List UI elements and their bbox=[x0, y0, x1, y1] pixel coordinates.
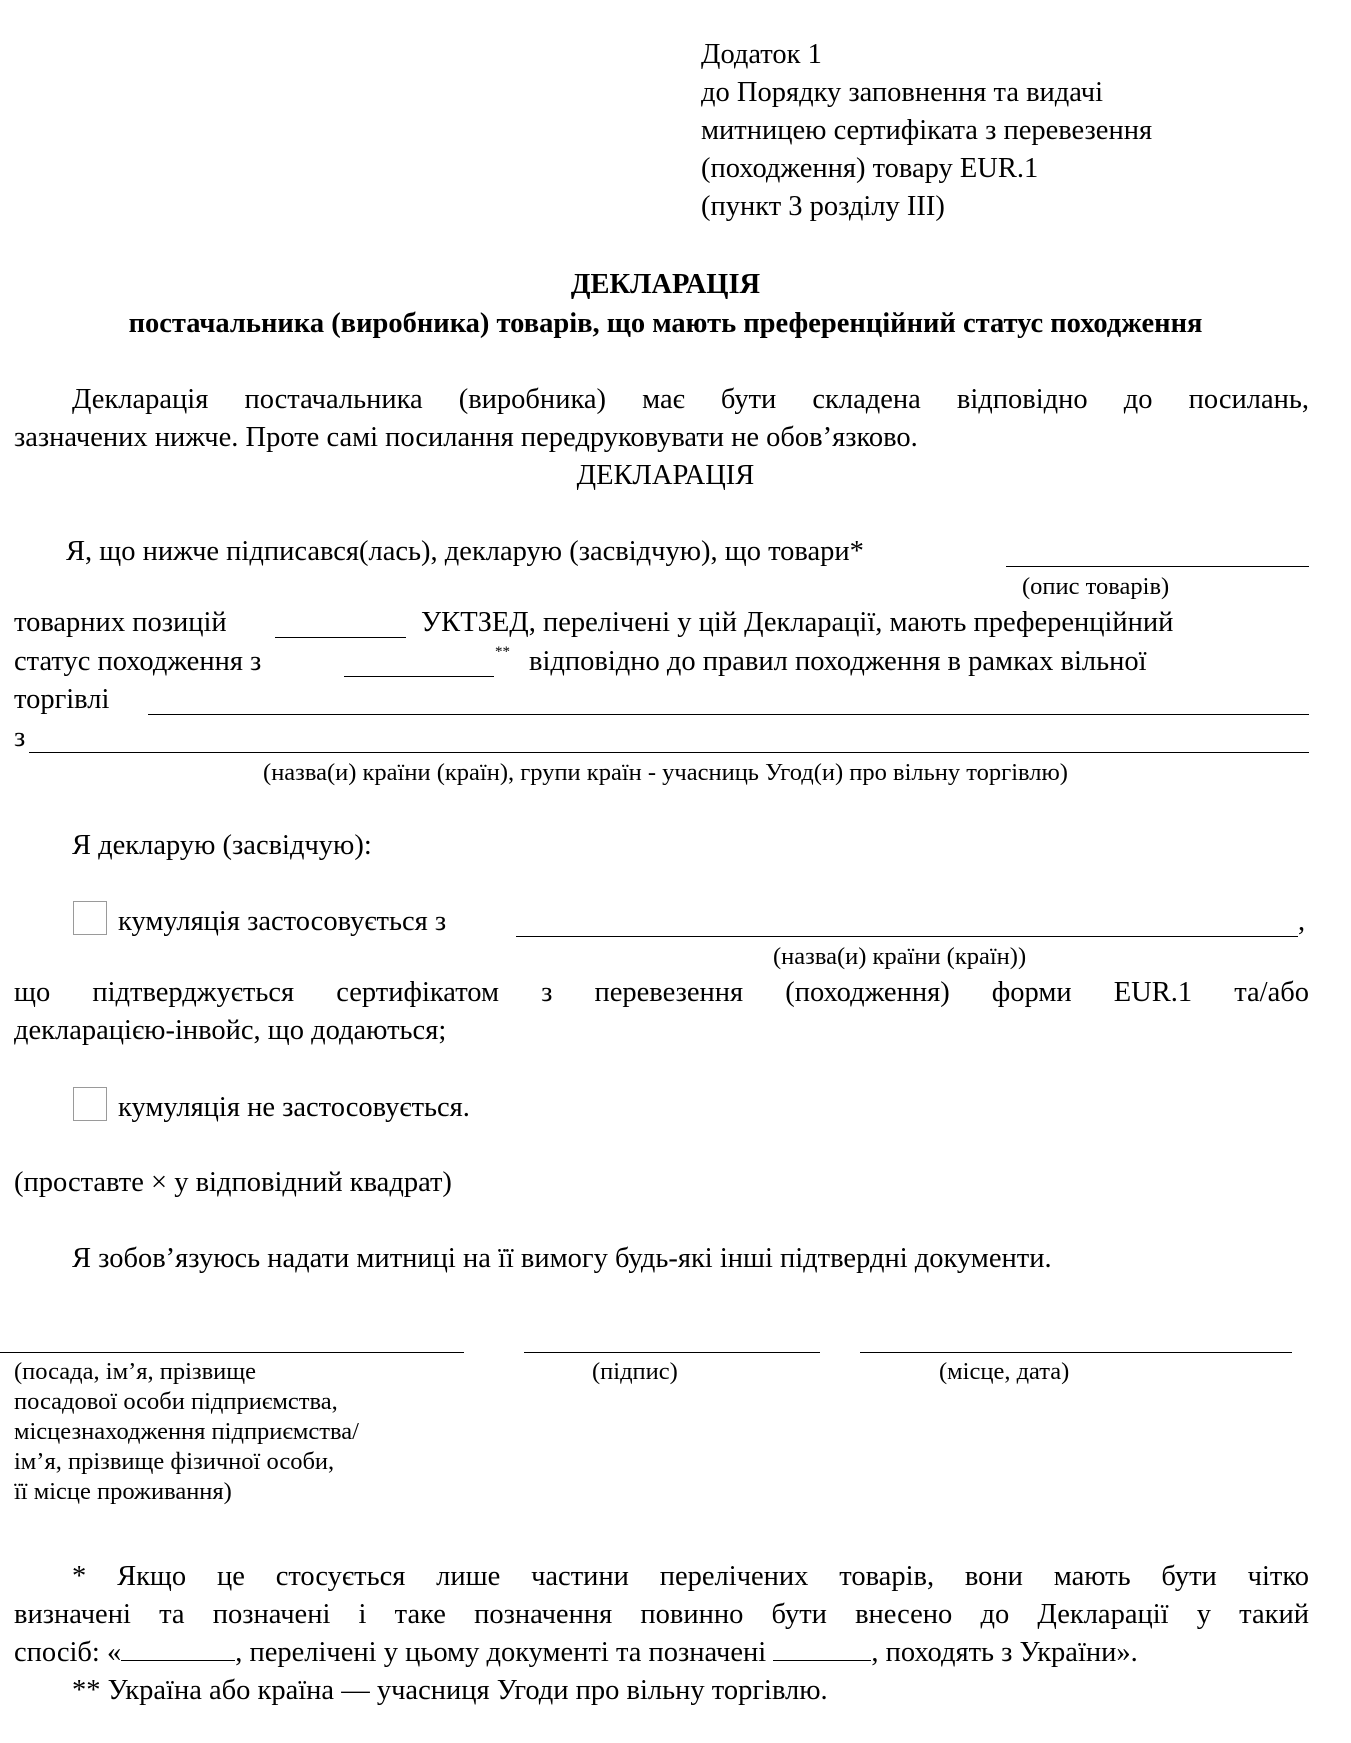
place-date-field[interactable] bbox=[860, 1352, 1292, 1353]
footnote-1-line-3-a: спосіб: « bbox=[14, 1637, 122, 1668]
annex-line-4: (походження) товару EUR.1 bbox=[701, 153, 1039, 184]
origin-country-field[interactable] bbox=[344, 676, 494, 677]
confirm-heading: Я декларую (засвідчую): bbox=[72, 830, 372, 861]
signature-field[interactable] bbox=[524, 1352, 820, 1353]
declaration-line-4: торгівлі bbox=[14, 684, 110, 715]
footnote-blank-2 bbox=[773, 1636, 871, 1661]
footnote-1-line-3-b: , перелічені у цьому документі та позначені bbox=[235, 1637, 767, 1668]
annex-line-3: митницею сертифіката з перевезення bbox=[701, 115, 1153, 146]
checkbox-instruction: (проставте × у відповідний квадрат) bbox=[14, 1167, 452, 1198]
cumulation-not-applies-checkbox[interactable] bbox=[73, 1087, 107, 1121]
cumulation-applies-checkbox[interactable] bbox=[73, 901, 107, 935]
countries-caption: (назва(и) країни (країн), групи країн - учасниць Угод(и) про вільну торгівлю) bbox=[263, 759, 1068, 786]
free-trade-field-2[interactable] bbox=[29, 752, 1309, 753]
official-details-field[interactable] bbox=[0, 1352, 464, 1353]
cumulation-not-applies-label: кумуляція не застосовується. bbox=[118, 1092, 470, 1123]
cumulation-countries-caption: (назва(и) країни (країн)) bbox=[773, 943, 1027, 970]
annex-line-2: до Порядку заповнення та видачі bbox=[701, 77, 1104, 108]
declaration-line-2-b: УКТЗЕД, перелічені у цій Декларації, мають преференційний bbox=[421, 607, 1174, 638]
goods-description-field[interactable] bbox=[1006, 566, 1309, 567]
official-caption-line-1: (посада, ім’я, прізвище bbox=[14, 1358, 257, 1385]
cumulation-countries-field[interactable] bbox=[516, 936, 1298, 937]
declaration-line-5: з bbox=[14, 722, 26, 753]
official-caption-line-2: посадової особи підприємства, bbox=[14, 1388, 338, 1415]
document-title: ДЕКЛАРАЦІЯ bbox=[570, 269, 761, 300]
free-trade-field-1[interactable] bbox=[148, 714, 1309, 715]
official-caption-line-5: її місце проживання) bbox=[14, 1478, 232, 1505]
cumulation-applies-label: кумуляція застосовується з bbox=[118, 906, 447, 937]
footnote-1-line-1: * Якщо це стосується лише частини перелічених товарів, вони мають бути чітко bbox=[72, 1561, 1309, 1592]
declaration-line-3-a: статус походження з bbox=[14, 646, 262, 677]
place-date-caption: (місце, дата) bbox=[939, 1358, 1070, 1385]
official-caption bbox=[14, 1357, 359, 1507]
declaration-line-1: Я, що нижче підписався(лась), декларую (засвідчую), що товари* bbox=[66, 536, 864, 567]
commodity-code-field[interactable] bbox=[275, 637, 406, 638]
intro-line-2: зазначених нижче. Проте самі посилання передруковувати не обов’язково. bbox=[14, 422, 918, 453]
annex-line-5: (пункт 3 розділу III) bbox=[701, 191, 945, 222]
intro-line-1: Декларація постачальника (виробника) має бути складена відповідно до посилань, bbox=[72, 384, 1309, 415]
footnote-2: ** Україна або країна — учасниця Угоди про вільну торгівлю. bbox=[72, 1675, 828, 1706]
official-caption-line-3: місцезнаходження підприємства/ bbox=[14, 1418, 359, 1445]
official-caption-line-4: ім’я, прізвище фізичної особи, bbox=[14, 1448, 335, 1475]
annex-block bbox=[701, 36, 1152, 226]
declaration-line-3-sup: ** bbox=[495, 643, 510, 660]
annex-line-1: Додаток 1 bbox=[701, 39, 822, 70]
footnote-1-line-2: визначені та позначені і таке позначення повинно бути внесено до Декларації у такий bbox=[14, 1599, 1309, 1630]
declaration-line-2-a: товарних позицій bbox=[14, 607, 227, 638]
signature-caption: (підпис) bbox=[592, 1358, 678, 1385]
document-subtitle: постачальника (виробника) товарів, що мають преференційний статус походження bbox=[128, 308, 1203, 339]
cumulation-text-line-2: декларацією-інвойс, що додаються; bbox=[14, 1015, 447, 1046]
declaration-line-3-b: відповідно до правил походження в рамках вільної bbox=[529, 646, 1147, 677]
footnote-1-line-3 bbox=[14, 1634, 1138, 1672]
goods-caption: (опис товарів) bbox=[1022, 573, 1170, 600]
intro-heading: ДЕКЛАРАЦІЯ bbox=[576, 460, 755, 491]
cumulation-comma: , bbox=[1298, 906, 1306, 937]
footnote-1-line-3-c: , походять з України». bbox=[871, 1637, 1138, 1668]
cumulation-text-line-1: що підтверджується сертифікатом з перевезення (походження) форми EUR.1 та/або bbox=[14, 977, 1309, 1008]
footnote-blank-1 bbox=[121, 1636, 235, 1661]
obligation-text: Я зобов’язуюсь надати митниці на її вимогу будь-які інші підтвердні документи. bbox=[72, 1243, 1052, 1274]
